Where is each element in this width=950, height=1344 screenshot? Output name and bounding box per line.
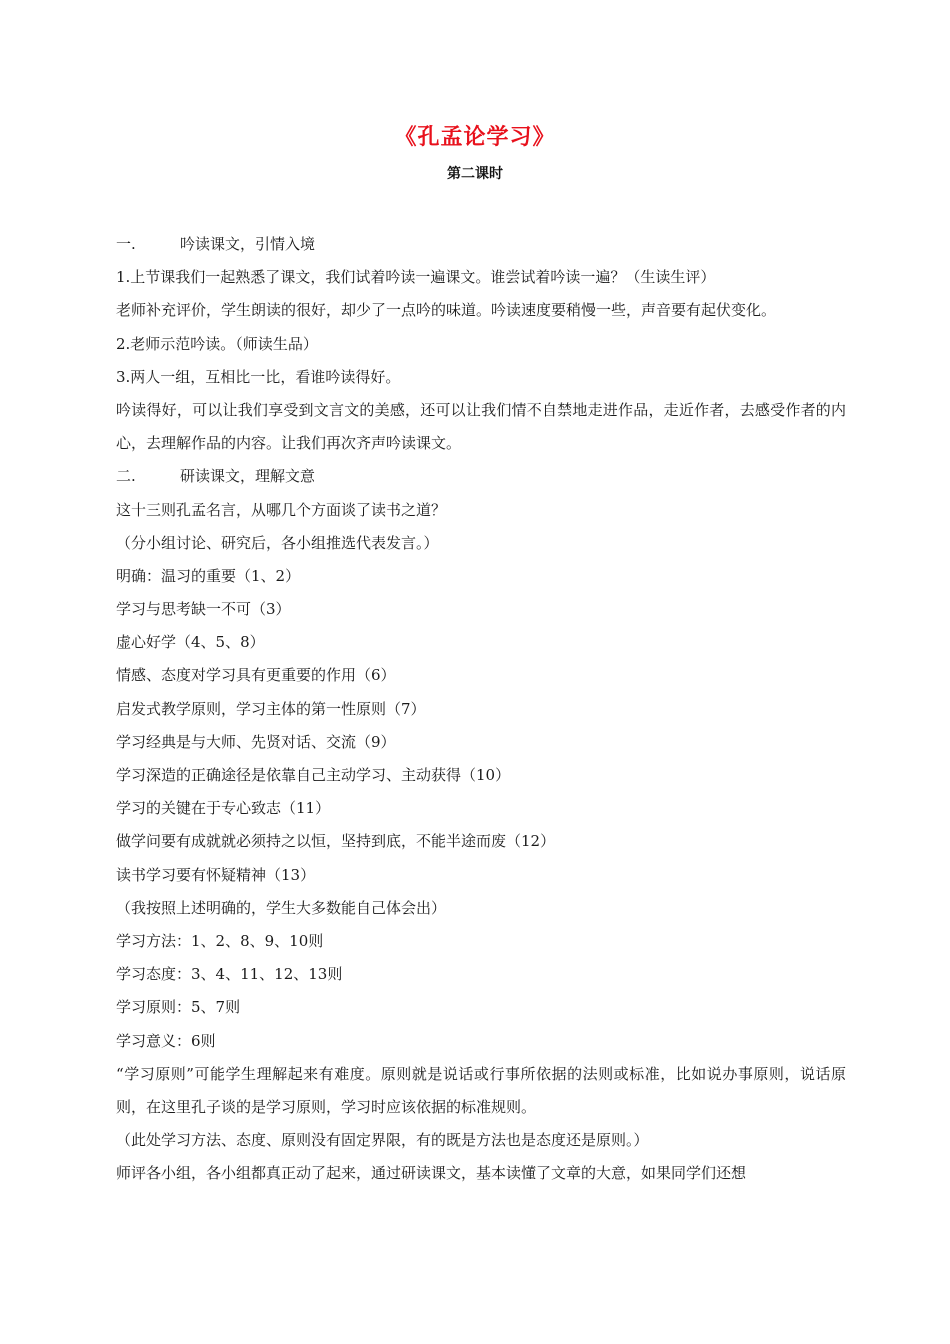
section-title: 研读课文，理解文意 [180,467,316,486]
text-line: 学习与思考缺一不可（3） [116,600,291,619]
text-line: 学习的关键在于专心致志（11） [116,799,331,818]
document-body [116,228,846,1191]
text-line: 1.上节课我们一起熟悉了课文，我们试着吟读一遍课文。谁尝试着吟读一遍？（生读生评） [116,268,716,287]
text-line: 启发式教学原则，学习主体的第一性原则（7） [116,699,426,718]
paragraph: 吟读得好，可以让我们享受到文言文的美感，还可以让我们情不自禁地走进作品，走近作者，去感受作者的内心，去理解作品的内容。让我们再次齐声吟读课文。 [116,400,846,453]
text-line: 虚心好学（4、5、8） [116,633,265,652]
text-line: 明确：温习的重要（1、2） [116,566,301,585]
paragraph: “学习原则”可能学生理解起来有难度。原则就是说话或行事所依据的法则或标准，比如说办事原则，说话原则，在这里孔子谈的是学习原则，学习时应该依据的标准规则。 [116,1064,846,1116]
text-line: 情感、态度对学习具有更重要的作用（6） [116,666,396,685]
text-line: 3.两人一组，互相比一比，看谁吟读得好。 [116,367,401,386]
section-title: 吟读课文，引情入境 [180,235,316,253]
text-line: 学习原则：5、7则 [116,998,241,1017]
text-line: 学习经典是与大师、先贤对话、交流（9） [116,732,396,751]
text-line: 老师补充评价，学生朗读的很好，却少了一点吟的味道。吟读速度要稍慢一些，声音要有起伏变化。 [116,301,777,320]
section-number: 一. [116,235,136,253]
section-heading [116,460,846,493]
section-heading [116,228,846,261]
document-subtitle: 第二课时 [447,166,503,182]
text-line: 学习态度：3、4、11、12、13则 [116,965,343,984]
text-line: 学习意义：6则 [116,1031,216,1050]
text-line: （分小组讨论、研究后，各小组推选代表发言。） [116,533,439,552]
text-line: 学习深造的正确途径是依靠自己主动学习、主动获得（10） [116,766,511,785]
text-line: 学习方法：1、2、8、9、10则 [116,931,324,950]
text-line: 读书学习要有怀疑精神（13） [116,865,316,884]
text-line: 做学问要有成就就必须持之以恒，坚持到底，不能半途而废（12） [116,832,556,851]
text-line: （我按照上述明确的，学生大多数能自己体会出） [116,898,447,917]
text-line: （此处学习方法、态度、原则没有固定界限，有的既是方法也是态度还是原则。） [116,1131,649,1150]
section-number: 二. [116,467,136,486]
text-line: 2.老师示范吟读。（师读生品） [116,334,318,353]
document-title: 《孔孟论学习》 [394,125,556,150]
text-line: 这十三则孔孟名言，从哪几个方面谈了读书之道？ [116,500,447,519]
text-line: 师评各小组，各小组都真正动了起来，通过研读课文，基本读懂了文章的大意，如果同学们还想 [116,1164,747,1183]
